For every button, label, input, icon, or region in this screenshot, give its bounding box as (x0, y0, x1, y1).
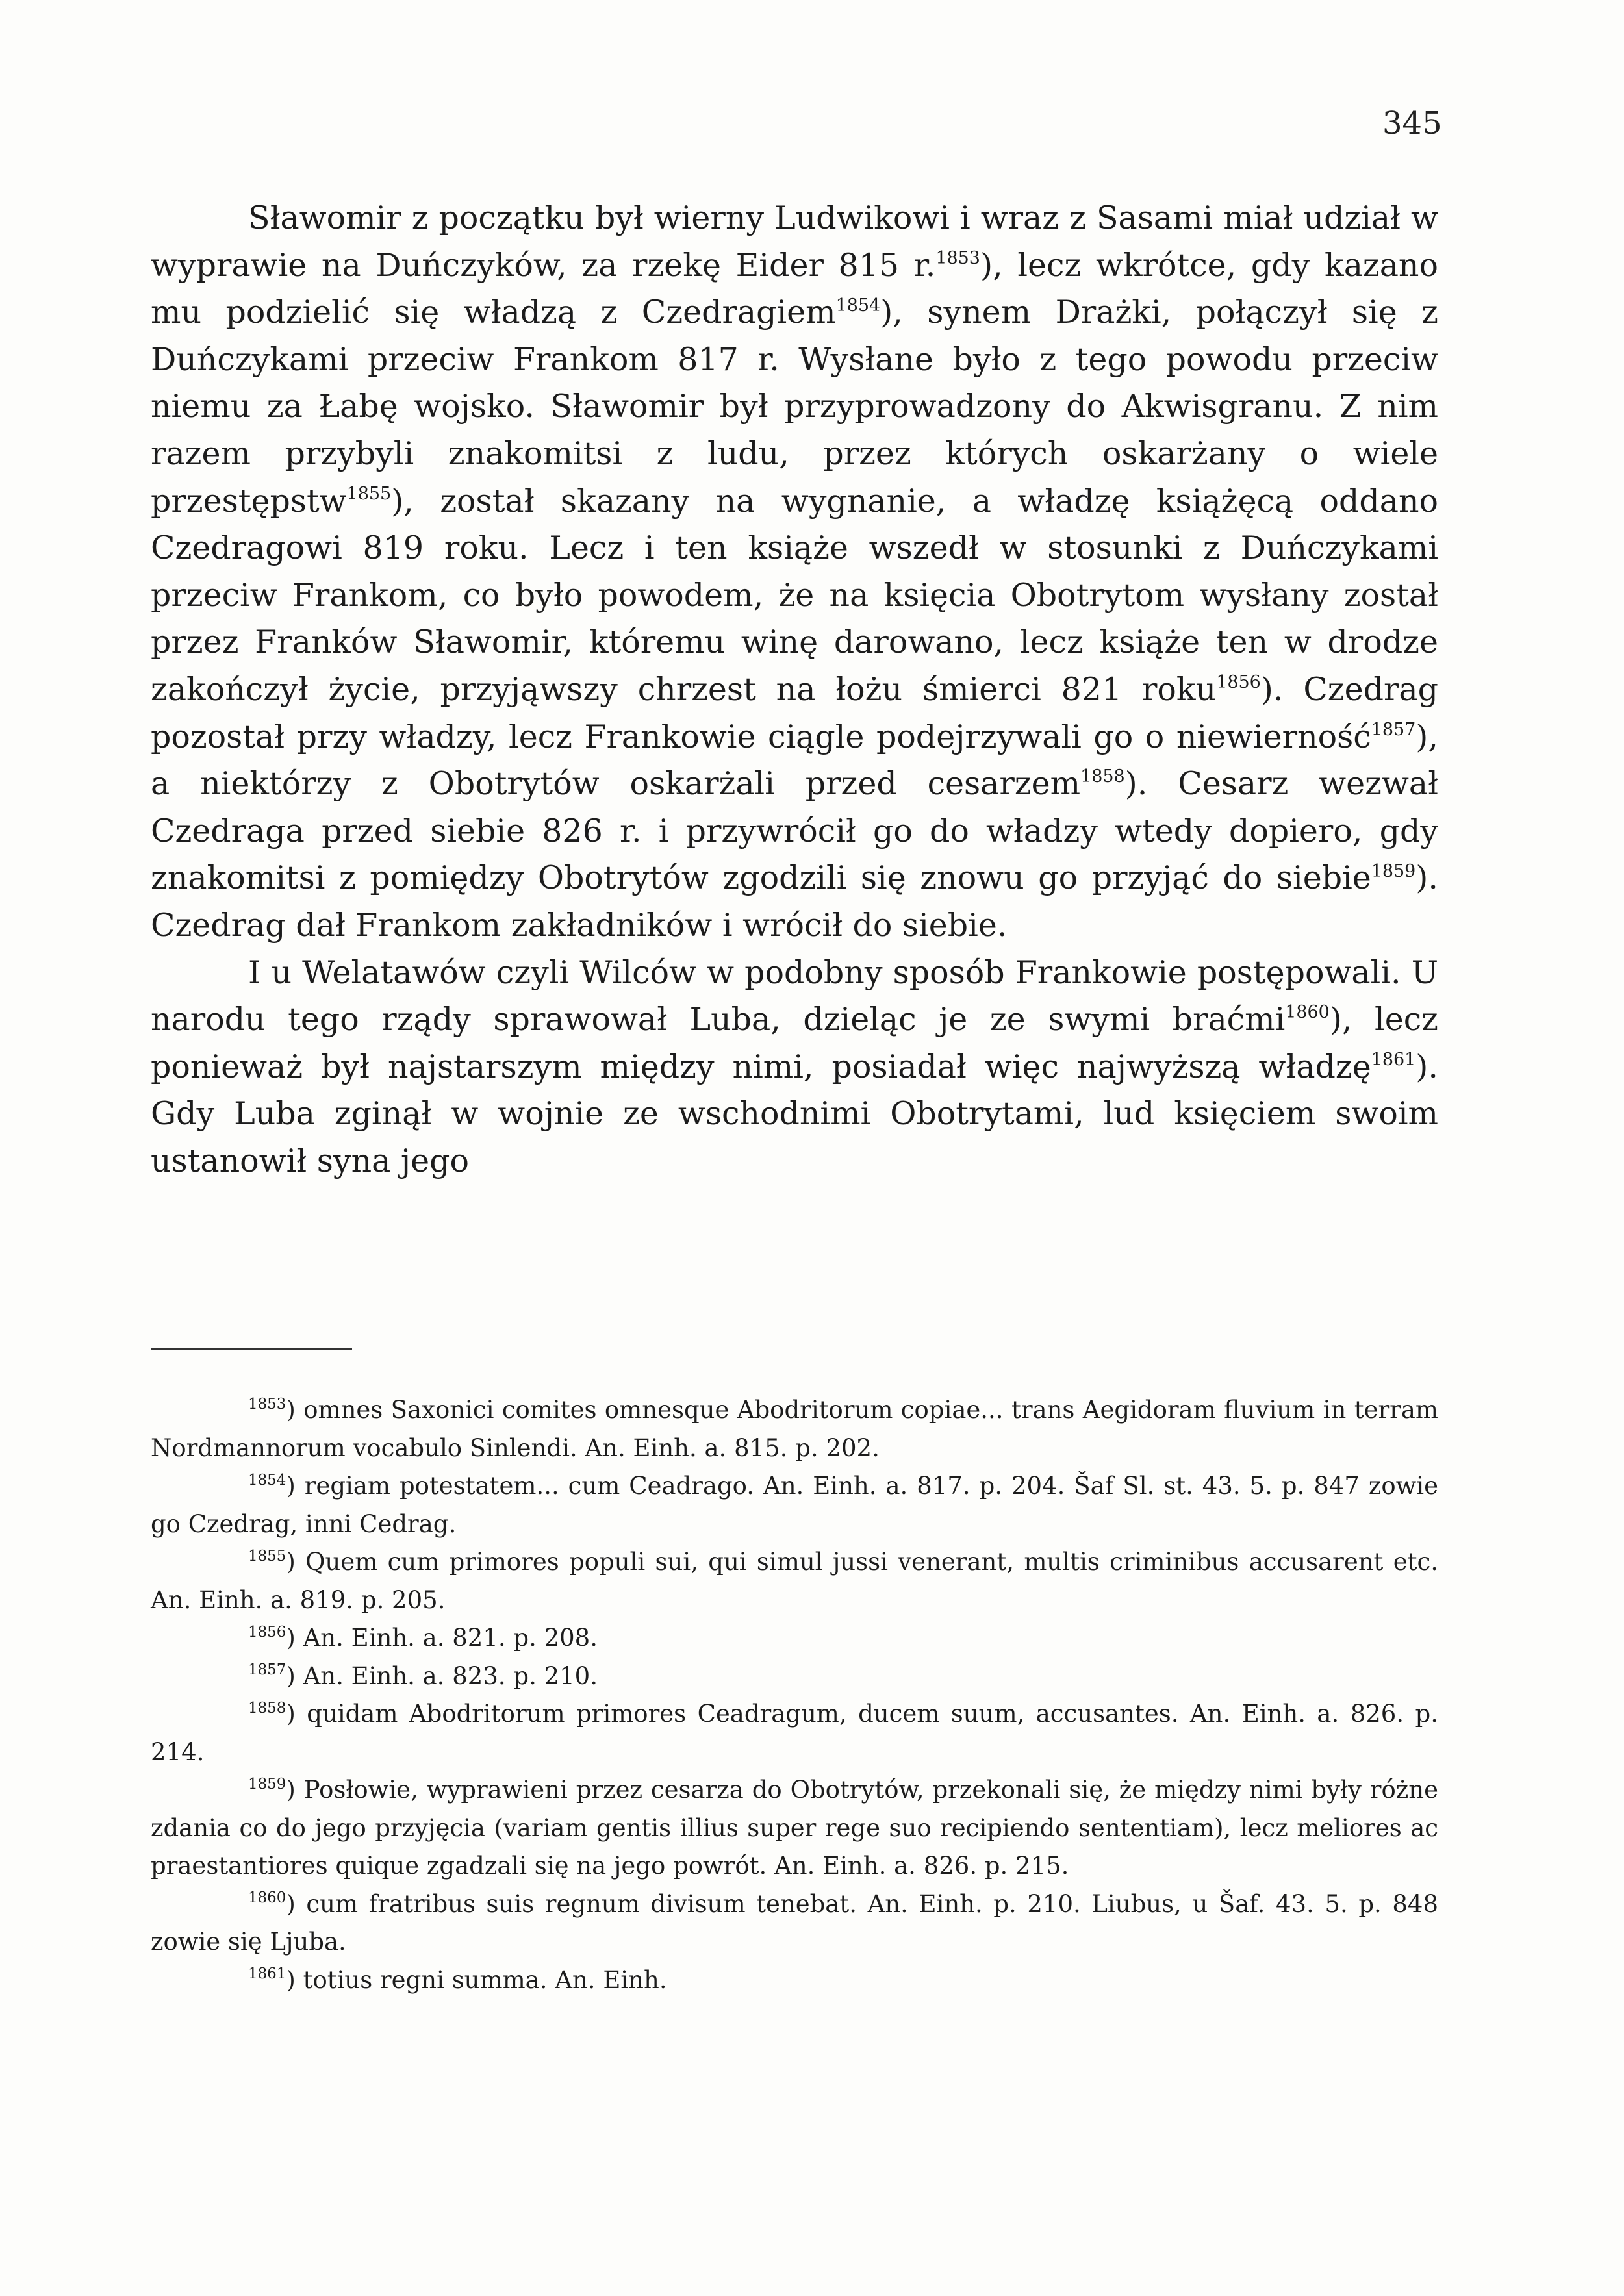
footnote-1854 (151, 1467, 1438, 1543)
text-run: ), synem Drażki, połączył się z Duńczykami przeciw Frankom 817 r. Wysłane było z tego powodu przeciw niemu za Łabę wojsko. Sławomir był przyprowadzony do Akwisgranu. Z nim razem przybyli znakomitsi z ludu, przez których oskarżany o wiele przestępstw (151, 294, 1438, 520)
footnote-text: ) An. Einh. a. 823. p. 210. (286, 1661, 598, 1690)
main-text (151, 195, 1438, 1185)
footnote-1859 (151, 1771, 1438, 1886)
footnote-ref: 1859 (1371, 861, 1416, 881)
footnotes (151, 1391, 1438, 1999)
footnote-text: ) omnes Saxonici comites omnesque Abodritorum copiae... trans Aegidoram fluvium in terram Nordmannorum vocabulo Sinlendi. An. Einh. a. 815. p. 202. (151, 1396, 1438, 1462)
footnote-number: 1859 (248, 1775, 286, 1793)
footnote-number: 1856 (248, 1623, 286, 1641)
text-run: ). Czedrag dał Frankom zakładników i wrócił do siebie. (151, 859, 1438, 944)
footnote-text: ) cum fratribus suis regnum divisum tenebat. An. Einh. p. 210. Liubus, u Šaf. 43. 5. p. 848 zowie się Ljuba. (151, 1889, 1438, 1956)
footnote-1853 (151, 1391, 1438, 1467)
footnote-text: ) Quem cum primores populi sui, qui simul jussi venerant, multis criminibus accusarent etc. An. Einh. a. 819. p. 205. (151, 1548, 1438, 1614)
footnote-ref: 1856 (1216, 672, 1261, 693)
paragraph-1 (151, 195, 1438, 950)
footnote-number: 1857 (248, 1661, 286, 1679)
text-run: ), lecz wkrótce, gdy kazano mu podzielić się władzą z Czedragiem (151, 246, 1438, 331)
footnote-1855 (151, 1543, 1438, 1619)
footnote-text: ) quidam Abodritorum primores Ceadragum, ducem suum, accusantes. An. Einh. a. 826. p. 214. (151, 1700, 1438, 1766)
footnote-divider (151, 1348, 352, 1350)
footnote-number: 1860 (248, 1889, 286, 1907)
footnote-1861 (151, 1962, 1438, 2000)
footnote-number: 1855 (248, 1547, 286, 1565)
footnote-1860 (151, 1886, 1438, 1962)
footnote-text: ) regiam potestatem... cum Ceadrago. An. Einh. a. 817. p. 204. Šaf Sl. st. 43. 5. p. 847 zowie go Czedrag, inni Cedrag. (151, 1472, 1438, 1538)
footnote-number: 1853 (248, 1395, 286, 1413)
footnote-text: ) totius regni summa. An. Einh. (286, 1965, 667, 1994)
text-run: ), a niektórzy z Obotrytów oskarżali przed cesarzem (151, 718, 1438, 803)
text-run: ), został skazany na wygnanie, a władzę książęcą oddano Czedragowi 819 roku. Lecz i ten książe wszedł w stosunki z Duńczykami przeciw Frankom, co było powodem, że na księcia Obotrytom wysłany został przez Franków Sławomir, któremu winę darowano, lecz książe ten w drodze zakończył życie, przyjąwszy chrzest na łożu śmierci 821 roku (151, 482, 1438, 708)
footnote-number: 1854 (248, 1471, 286, 1489)
text-run: ), lecz ponieważ był najstarszym między nimi, posiadał więc najwyższą władzę (151, 1001, 1438, 1085)
footnote-ref: 1855 (346, 483, 392, 504)
footnote-number: 1861 (248, 1965, 286, 1983)
footnote-1858 (151, 1695, 1438, 1771)
footnote-ref: 1857 (1371, 719, 1416, 740)
footnote-ref: 1854 (835, 295, 881, 316)
footnote-ref: 1853 (935, 247, 980, 268)
footnote-text: ) Posłowie, wyprawieni przez cesarza do Obotrytów, przekonali się, że między nimi były różne zdania co do jego przyjęcia (variam gentis illius super rege suo recipiendo sententiam), lecz meliores ac praestantiores quique zgadzali się na jego powrót. An. Einh. a. 826. p. 215. (151, 1776, 1438, 1880)
footnote-1857 (151, 1658, 1438, 1696)
footnote-ref: 1860 (1285, 1002, 1330, 1023)
footnote-number: 1858 (248, 1699, 286, 1717)
footnote-text: ) An. Einh. a. 821. p. 208. (286, 1624, 598, 1652)
paragraph-2 (151, 950, 1438, 1185)
text-run: ). Czedrag pozostał przy władzy, lecz Frankowie ciągle podejrzywali go o niewierność (151, 670, 1438, 755)
text-run: ). Cesarz wezwał Czedraga przed siebie 826 r. i przywrócił go do władzy wtedy dopiero, gdy znakomitsi z pomiędzy Obotrytów zgodzili się znowu go przyjąć do siebie (151, 765, 1438, 897)
text-run: Sławomir z początku był wierny Ludwikowi i wraz z Sasami miał udział w wyprawie na Duńczyków, za rzekę Eider 815 r. (151, 199, 1438, 284)
text-run: ). Gdy Luba zginął w wojnie ze wschodnimi Obotrytami, lud księciem swoim ustanowił syna jego (151, 1048, 1438, 1180)
page-number: 345 (1382, 105, 1442, 142)
footnote-ref: 1861 (1371, 1050, 1416, 1070)
footnote-1856 (151, 1619, 1438, 1658)
text-run: I u Welatawów czyli Wilców w podobny sposób Frankowie postępowali. U narodu tego rządy sprawował Luba, dzieląc je ze swymi braćmi (151, 953, 1438, 1039)
footnote-ref: 1858 (1080, 766, 1125, 787)
